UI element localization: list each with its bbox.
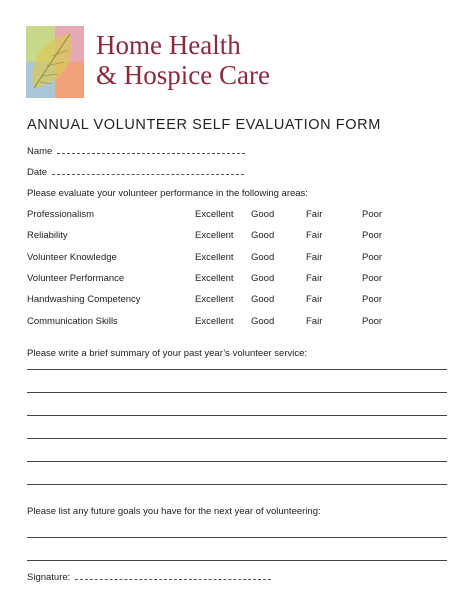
- writing-line[interactable]: [27, 415, 447, 416]
- rating-option-good[interactable]: Good: [251, 273, 275, 284]
- writing-line[interactable]: [27, 438, 447, 439]
- rating-option-poor[interactable]: Poor: [362, 252, 383, 263]
- area-label: Volunteer Performance: [27, 273, 125, 284]
- area-label: Professionalism: [27, 209, 95, 220]
- rating-option-excellent[interactable]: Excellent: [195, 209, 234, 220]
- writing-line[interactable]: [27, 461, 447, 462]
- rating-option-good[interactable]: Good: [251, 316, 275, 327]
- rating-option-poor[interactable]: Poor: [362, 273, 383, 284]
- rating-option-fair[interactable]: Fair: [306, 316, 323, 327]
- rating-row: [27, 230, 427, 244]
- evaluate-instruction: Please evaluate your volunteer performance in the following areas:: [27, 188, 308, 199]
- rating-option-good[interactable]: Good: [251, 209, 275, 220]
- rating-option-fair[interactable]: Fair: [306, 273, 323, 284]
- writing-line[interactable]: [27, 392, 447, 393]
- rating-option-fair[interactable]: Fair: [306, 252, 323, 263]
- rating-option-poor[interactable]: Poor: [362, 230, 383, 241]
- writing-line[interactable]: [27, 560, 447, 561]
- area-label: Communication Skills: [27, 316, 118, 327]
- rating-row: [27, 273, 427, 287]
- area-label: Handwashing Competency: [27, 294, 141, 305]
- rating-option-poor[interactable]: Poor: [362, 209, 383, 220]
- signature-label: Signature:: [27, 572, 71, 583]
- rating-option-excellent[interactable]: Excellent: [195, 316, 234, 327]
- name-label: Name: [27, 146, 53, 157]
- rating-row: [27, 316, 427, 330]
- rating-option-excellent[interactable]: Excellent: [195, 294, 234, 305]
- goals-prompt: Please list any future goals you have for the next year of volunteering:: [27, 506, 321, 517]
- writing-line[interactable]: [27, 484, 447, 485]
- writing-line[interactable]: [27, 537, 447, 538]
- rating-option-good[interactable]: Good: [251, 230, 275, 241]
- area-label: Volunteer Knowledge: [27, 252, 117, 263]
- date-input-line[interactable]: [52, 167, 244, 175]
- brand-line-1: Home Health: [96, 30, 241, 60]
- brand-line-2: & Hospice Care: [96, 60, 270, 90]
- date-field[interactable]: [27, 167, 244, 178]
- name-field[interactable]: [27, 146, 245, 157]
- rating-option-excellent[interactable]: Excellent: [195, 230, 234, 241]
- rating-option-good[interactable]: Good: [251, 294, 275, 305]
- summary-prompt: Please write a brief summary of your past year’s volunteer service:: [27, 348, 308, 359]
- date-label: Date: [27, 167, 48, 178]
- signature-field[interactable]: [27, 572, 271, 583]
- rating-option-poor[interactable]: Poor: [362, 294, 383, 305]
- area-label: Reliability: [27, 230, 68, 241]
- name-input-line[interactable]: [57, 146, 245, 154]
- rating-row: [27, 209, 427, 223]
- rating-option-fair[interactable]: Fair: [306, 209, 323, 220]
- rating-row: [27, 252, 427, 266]
- leaf-logo-icon: [26, 26, 84, 98]
- rating-option-excellent[interactable]: Excellent: [195, 273, 234, 284]
- brand-name: [96, 30, 270, 90]
- rating-row: [27, 294, 427, 308]
- signature-input-line[interactable]: [75, 572, 271, 580]
- rating-option-fair[interactable]: Fair: [306, 294, 323, 305]
- rating-option-good[interactable]: Good: [251, 252, 275, 263]
- rating-option-fair[interactable]: Fair: [306, 230, 323, 241]
- rating-option-poor[interactable]: Poor: [362, 316, 383, 327]
- form-title: ANNUAL VOLUNTEER SELF EVALUATION FORM: [27, 117, 381, 133]
- writing-line[interactable]: [27, 369, 447, 370]
- rating-option-excellent[interactable]: Excellent: [195, 252, 234, 263]
